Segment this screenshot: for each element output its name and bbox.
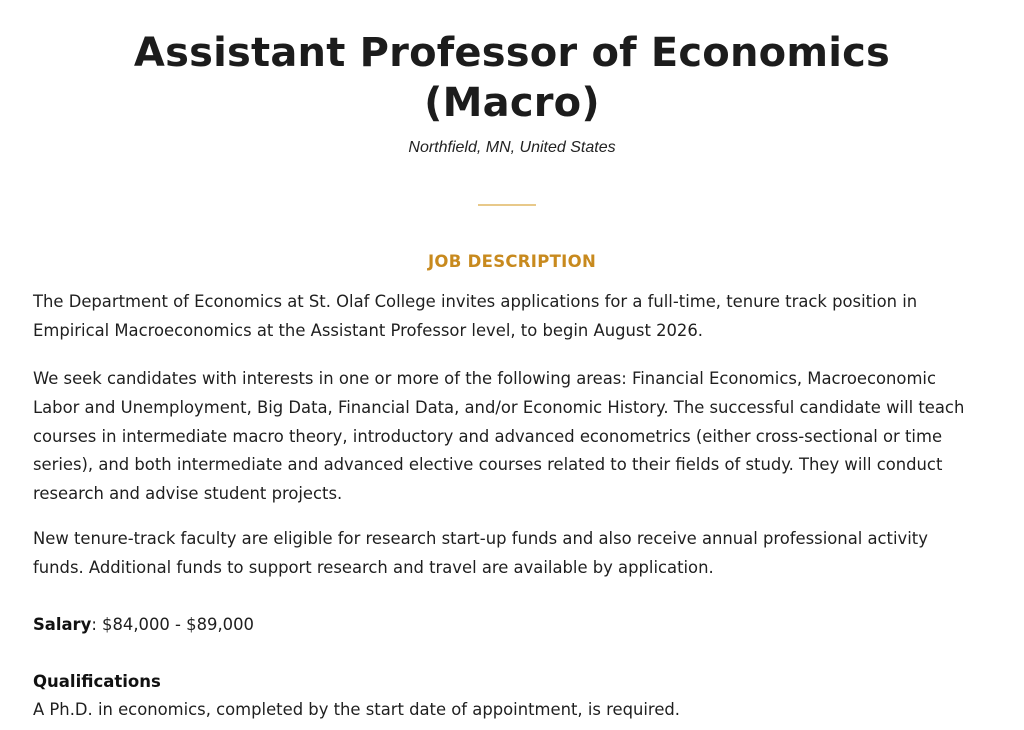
qualifications-text: A Ph.D. in economics, completed by the start date of appointment, is required.	[33, 700, 681, 719]
salary-value: : $84,000 - $89,000	[91, 615, 254, 634]
job-description-heading: JOB DESCRIPTION	[427, 252, 597, 271]
description-paragraph-1: The Department of Economics at St. Olaf College invites applications for a full-time, tenure track position in Empirical Macroeconomics at the Assistant Professor level, to begin August 2026.	[33, 292, 918, 340]
description-paragraph-2: We seek candidates with interests in one or more of the following areas: Financial Economics, Macroeconomic Labor and Unemployment, Big Data, Financial Data, and/or Economic History. The successful candidate will teach courses in intermediate macro theory, introductory and advanced econometrics (either cross-sectional or time series), and both intermediate and advanced elective courses related to their fields of study. They will conduct research and advise student projects.	[33, 369, 965, 504]
salary-label: Salary	[33, 615, 92, 634]
job-title: Assistant Professor of Economics (Macro)	[133, 30, 891, 126]
title-divider	[478, 204, 536, 206]
qualifications-heading: Qualifications	[33, 672, 161, 691]
job-location: Northfield, MN, United States	[408, 139, 616, 156]
description-paragraph-3: New tenure-track faculty are eligible for research start-up funds and also receive annual professional activity funds. Additional funds to support research and travel are available by application.	[33, 529, 928, 577]
salary-line	[33, 612, 254, 638]
